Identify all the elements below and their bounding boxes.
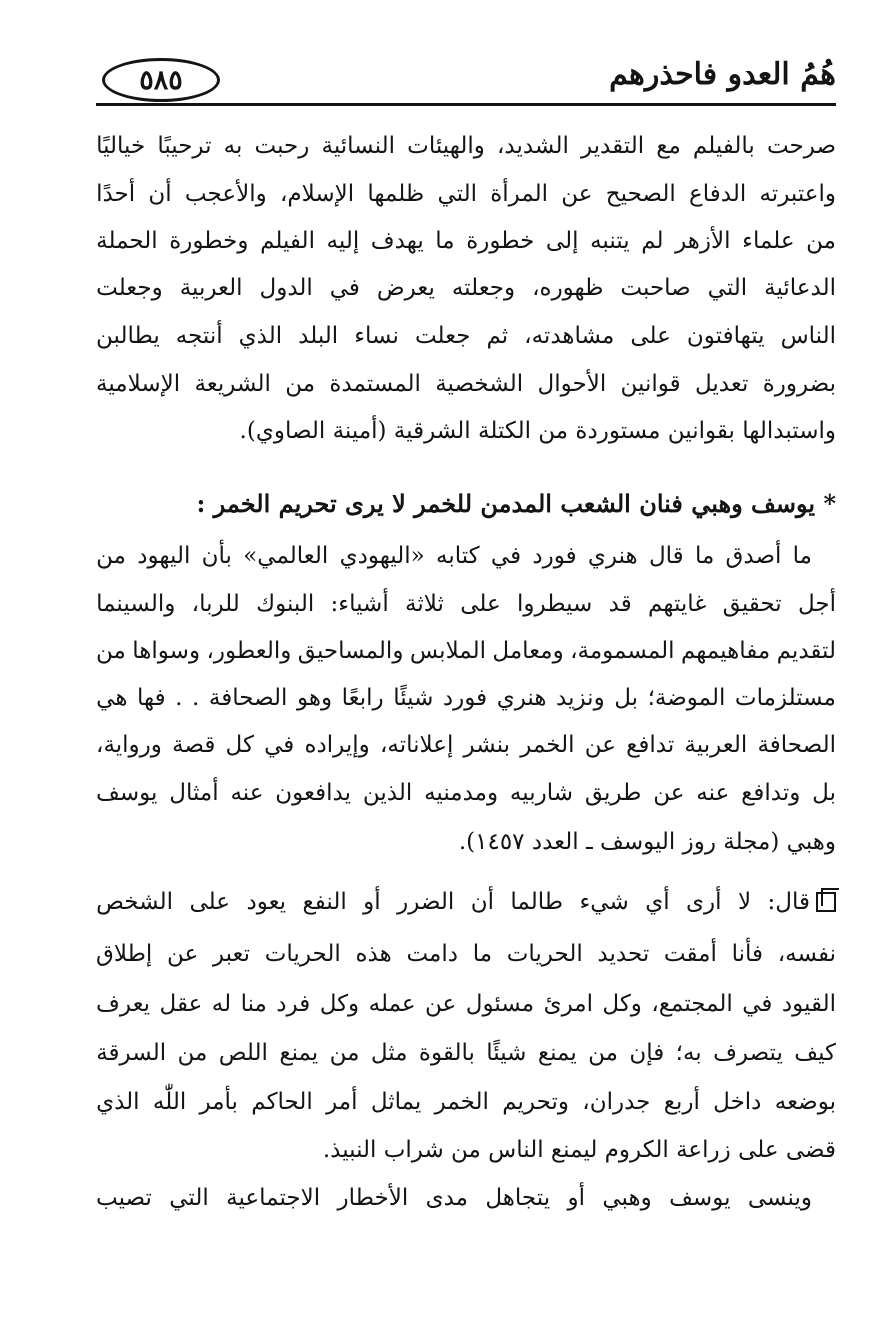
word: والسينما <box>96 591 176 617</box>
word: في <box>490 543 522 569</box>
word: بالفيلم <box>692 133 755 159</box>
word: الصحافة <box>757 732 836 758</box>
word: من <box>588 1040 618 1066</box>
word: أو <box>363 889 381 915</box>
word: إليه <box>326 228 360 254</box>
word: علماء <box>742 228 795 254</box>
text-line <box>96 362 836 406</box>
word: أحدًا <box>96 181 136 207</box>
quote-line <box>96 880 836 924</box>
word: لم <box>641 228 664 254</box>
word: لا <box>737 889 752 915</box>
word: على <box>189 889 231 915</box>
word: صرحت <box>766 133 836 159</box>
word: فورد <box>442 685 488 711</box>
word: وهو <box>296 685 333 711</box>
word: وإيراده <box>304 732 370 758</box>
word: ثم <box>486 323 509 349</box>
word: مثل <box>370 1040 408 1066</box>
word: من <box>329 1040 360 1066</box>
word: ومعامل <box>492 638 564 664</box>
word: ورواية، <box>96 732 162 758</box>
word: على <box>630 323 671 349</box>
word: هنري <box>496 685 547 711</box>
word: الذين <box>362 780 413 806</box>
word: يمنع <box>537 1040 577 1066</box>
word: واعتبرته <box>759 181 836 207</box>
word: غايتهم <box>648 591 707 617</box>
word: قصة <box>172 732 216 758</box>
word: من <box>806 228 836 254</box>
word: يتصرف <box>713 1040 783 1066</box>
word: أي <box>645 889 670 915</box>
word: في <box>264 732 295 758</box>
word: وسواها <box>132 638 201 664</box>
word: من <box>285 371 316 397</box>
word: له <box>211 991 232 1017</box>
word: عنه <box>696 780 730 806</box>
word: إلى <box>545 228 579 254</box>
word: المرأة <box>490 181 549 207</box>
word: . <box>175 685 183 711</box>
word: عن <box>653 780 685 806</box>
text-line <box>96 219 836 263</box>
text-line <box>96 629 836 673</box>
quote-box-icon <box>816 892 836 912</box>
text-line <box>96 534 836 578</box>
word: بضرورة <box>762 371 836 397</box>
word: الملابس <box>409 638 486 664</box>
text-line <box>96 172 836 216</box>
text-line <box>96 932 836 976</box>
word: الأخطار <box>337 1185 409 1211</box>
word: عنه <box>230 780 264 806</box>
text-line <box>96 314 836 358</box>
word: المجتمع، <box>651 991 733 1017</box>
word: أمقت <box>663 941 717 967</box>
word: تعديل <box>694 371 749 397</box>
word: امرئ <box>543 991 593 1017</box>
word: وكل <box>602 991 642 1017</box>
word: يوسف <box>96 780 158 806</box>
word: أمثال <box>169 780 219 806</box>
word: اللّٰه <box>152 1089 187 1115</box>
word: وتدافع <box>741 780 801 806</box>
word: السرقة <box>96 1040 167 1066</box>
word: التقدير <box>580 133 645 159</box>
word: المستمدة <box>329 371 421 397</box>
word: مدى <box>425 1185 468 1211</box>
word: الخمر <box>520 732 575 758</box>
word: مستلزمات <box>734 685 836 711</box>
text-line <box>96 266 836 310</box>
text-line: وهبي (مجلة روز اليوسف ـ العدد ١٤٥٧). <box>458 829 836 855</box>
word: الموضة؛ <box>647 685 726 711</box>
text-line: واستبدالها بقوانين مستوردة من الكتلة الشرقية (أمينة الصاوي). <box>239 418 836 444</box>
word: سيطروا <box>517 591 593 617</box>
word: به <box>223 133 243 159</box>
word: البنوك <box>256 591 315 617</box>
text-line <box>96 1080 836 1124</box>
word: ما <box>472 941 493 967</box>
word: ما <box>694 543 715 569</box>
word: التي <box>707 275 748 301</box>
word: ومدمنيه <box>424 780 499 806</box>
header-rule <box>96 103 836 106</box>
word: هي <box>96 685 128 711</box>
word: بل <box>614 685 639 711</box>
word: لتقديم <box>776 638 836 664</box>
word: العربية <box>179 275 243 301</box>
word: بأن <box>201 543 232 569</box>
text-line <box>96 582 836 626</box>
text-line <box>96 723 836 767</box>
text-line <box>96 1031 836 1075</box>
word: رابعًا <box>341 685 384 711</box>
word: على <box>460 591 501 617</box>
word: . <box>192 685 200 711</box>
word: للربا، <box>191 591 240 617</box>
word: اللص <box>218 1040 268 1066</box>
word: رحبت <box>254 133 310 159</box>
word: بالقوة <box>418 1040 475 1066</box>
word: تصيب <box>96 1185 152 1211</box>
word: ما <box>792 543 812 569</box>
word: شاربيه <box>509 780 573 806</box>
word: وهبي <box>602 1185 652 1211</box>
word: القيود <box>781 991 836 1017</box>
word: الأزهر <box>675 228 731 254</box>
word: يمنع <box>279 1040 319 1066</box>
word: شيئًا <box>486 1040 527 1066</box>
word: قد <box>608 591 632 617</box>
word: فأنا <box>731 941 763 967</box>
running-title: هُمُ العدو فاحذرهم <box>609 57 836 92</box>
word: المسمومة، <box>570 638 675 664</box>
word: بنشر <box>463 732 511 758</box>
word: عن <box>584 732 616 758</box>
word: الحريات <box>506 941 583 967</box>
word: الشريعة <box>194 371 271 397</box>
word: دامت <box>406 941 458 967</box>
word: داخل <box>713 1089 762 1115</box>
word: الصحافة <box>208 685 288 711</box>
word: في <box>742 991 773 1017</box>
word: بل <box>812 780 836 806</box>
word: الصحيح <box>605 181 676 207</box>
word: يماثل <box>370 1089 422 1115</box>
word: يوسف <box>669 1185 731 1211</box>
word: قوانين <box>620 371 681 397</box>
word: مسئول <box>465 991 535 1017</box>
word: نساء <box>354 323 399 349</box>
word: وجعلته <box>451 275 516 301</box>
word: الأحوال <box>537 371 607 397</box>
word: النسائية <box>321 133 396 159</box>
word: يطالبن <box>96 323 160 349</box>
word: أو <box>567 1185 585 1211</box>
word: الشخصية <box>435 371 524 397</box>
word: مع <box>656 133 681 159</box>
word: الفيلم <box>260 228 315 254</box>
word: ظلمها <box>367 181 425 207</box>
word: شيئًا <box>393 685 434 711</box>
word: هنري <box>587 543 638 569</box>
word: بأمر <box>199 1089 238 1115</box>
word: تعبر <box>212 941 251 967</box>
word: خطورة <box>466 228 535 254</box>
word: اليهود <box>137 543 191 569</box>
word: التي <box>169 1185 209 1211</box>
word: قال <box>648 543 684 569</box>
word: عن <box>425 991 457 1017</box>
word: عن <box>166 941 199 967</box>
word: يدافعون <box>275 780 352 806</box>
word: الناس <box>780 323 836 349</box>
word: الإسلامية <box>96 371 181 397</box>
page-number-badge: ٥٨٥ <box>102 58 220 102</box>
text-line <box>96 771 836 815</box>
text-line <box>96 982 836 1026</box>
word: فورد <box>532 543 577 569</box>
word: أمر <box>326 1089 358 1115</box>
word: من <box>177 1040 208 1066</box>
word: صاحبت <box>620 275 691 301</box>
word: كيف <box>794 1040 836 1066</box>
word: الحريات <box>264 941 341 967</box>
word: عن <box>561 181 593 207</box>
word: كتابه <box>436 543 480 569</box>
word: الخمر <box>434 1089 489 1115</box>
word: كل <box>225 732 254 758</box>
word: الإسلام، <box>279 181 355 207</box>
word: جعلت <box>414 323 471 349</box>
word: عمله <box>368 991 416 1017</box>
word: خياليًا <box>96 133 146 159</box>
word: ونزيد <box>556 685 605 711</box>
word: من <box>96 638 126 664</box>
word: فرد <box>276 991 311 1017</box>
word: أربع <box>663 1089 700 1115</box>
word: به؛ <box>675 1040 702 1066</box>
word: الذي <box>238 323 283 349</box>
word: والأعجب <box>184 181 267 207</box>
word: الحملة <box>96 228 158 254</box>
word: التي <box>437 181 477 207</box>
word: البلد <box>298 323 339 349</box>
word: أرى <box>686 889 722 915</box>
word: الشخص <box>96 889 174 915</box>
word: ترحيبًا <box>157 133 212 159</box>
word: ثلاثة <box>405 591 444 617</box>
word: أشياء: <box>330 591 389 617</box>
word: الشديد، <box>496 133 569 159</box>
word: أصدق <box>725 543 782 569</box>
word: الدفاع <box>689 181 747 207</box>
word: الاجتماعية <box>226 1185 321 1211</box>
word: فها <box>137 685 166 711</box>
word: بوضعه <box>774 1089 836 1115</box>
word: يتنبه <box>590 228 630 254</box>
word: وينسى <box>747 1185 812 1211</box>
word: يعود <box>246 889 287 915</box>
word: ظهوره، <box>532 275 604 301</box>
word: فإن <box>629 1040 665 1066</box>
word: عقل <box>159 991 203 1017</box>
word: يعرف <box>96 991 151 1017</box>
word: جدران، <box>582 1089 651 1115</box>
word: طريق <box>584 780 642 806</box>
word: تدافع <box>626 732 675 758</box>
text-line: قضى على زراعة الكروم ليمنع الناس من شراب النبيذ. <box>322 1137 836 1163</box>
word: طالما <box>510 889 564 915</box>
word: مشاهدته، <box>524 323 615 349</box>
word: تحديد <box>597 941 650 967</box>
word: ما <box>435 228 455 254</box>
word: هذه <box>355 941 392 967</box>
word: نفسه، <box>777 941 836 967</box>
word: إعلاناته، <box>379 732 454 758</box>
text-line <box>96 676 836 720</box>
word: يتهافتون <box>686 323 765 349</box>
word: النفع <box>302 889 347 915</box>
word: «اليهودي <box>339 543 425 569</box>
word: شيء <box>579 889 629 915</box>
word: في <box>329 275 360 301</box>
word: أن <box>470 889 494 915</box>
word: والهيئات <box>407 133 485 159</box>
word: إطلاق <box>96 941 153 967</box>
text-line <box>96 124 836 168</box>
word: مفاهيمهم <box>680 638 771 664</box>
text-line <box>96 1176 836 1220</box>
word: الذي <box>96 1089 140 1115</box>
word: وتحريم <box>502 1089 569 1115</box>
word: الدول <box>259 275 313 301</box>
word: من <box>96 543 126 569</box>
word: الدعائية <box>764 275 836 301</box>
word: الضرر <box>397 889 455 915</box>
word: يعرض <box>376 275 435 301</box>
word: أن <box>148 181 172 207</box>
word: أنتجه <box>175 323 223 349</box>
section-heading: * يوسف وهبي فنان الشعب المدمن للخمر لا يرى تحريم الخمر : <box>196 489 836 518</box>
word: يتجاهل <box>485 1185 551 1211</box>
word: وخطورة <box>169 228 249 254</box>
word: العربية <box>684 732 748 758</box>
word: منا <box>240 991 267 1017</box>
word: العالمي» <box>243 543 329 569</box>
word: يهدف <box>370 228 424 254</box>
quote-text <box>96 880 810 924</box>
word: الحاكم <box>251 1089 313 1115</box>
word: وجعلت <box>96 275 163 301</box>
word: وكل <box>319 991 360 1017</box>
word: والعطور، <box>206 638 292 664</box>
word: تحقيق <box>722 591 782 617</box>
word: والمساحيق <box>297 638 404 664</box>
word: أجل <box>797 591 836 617</box>
word: قال: <box>767 889 810 915</box>
